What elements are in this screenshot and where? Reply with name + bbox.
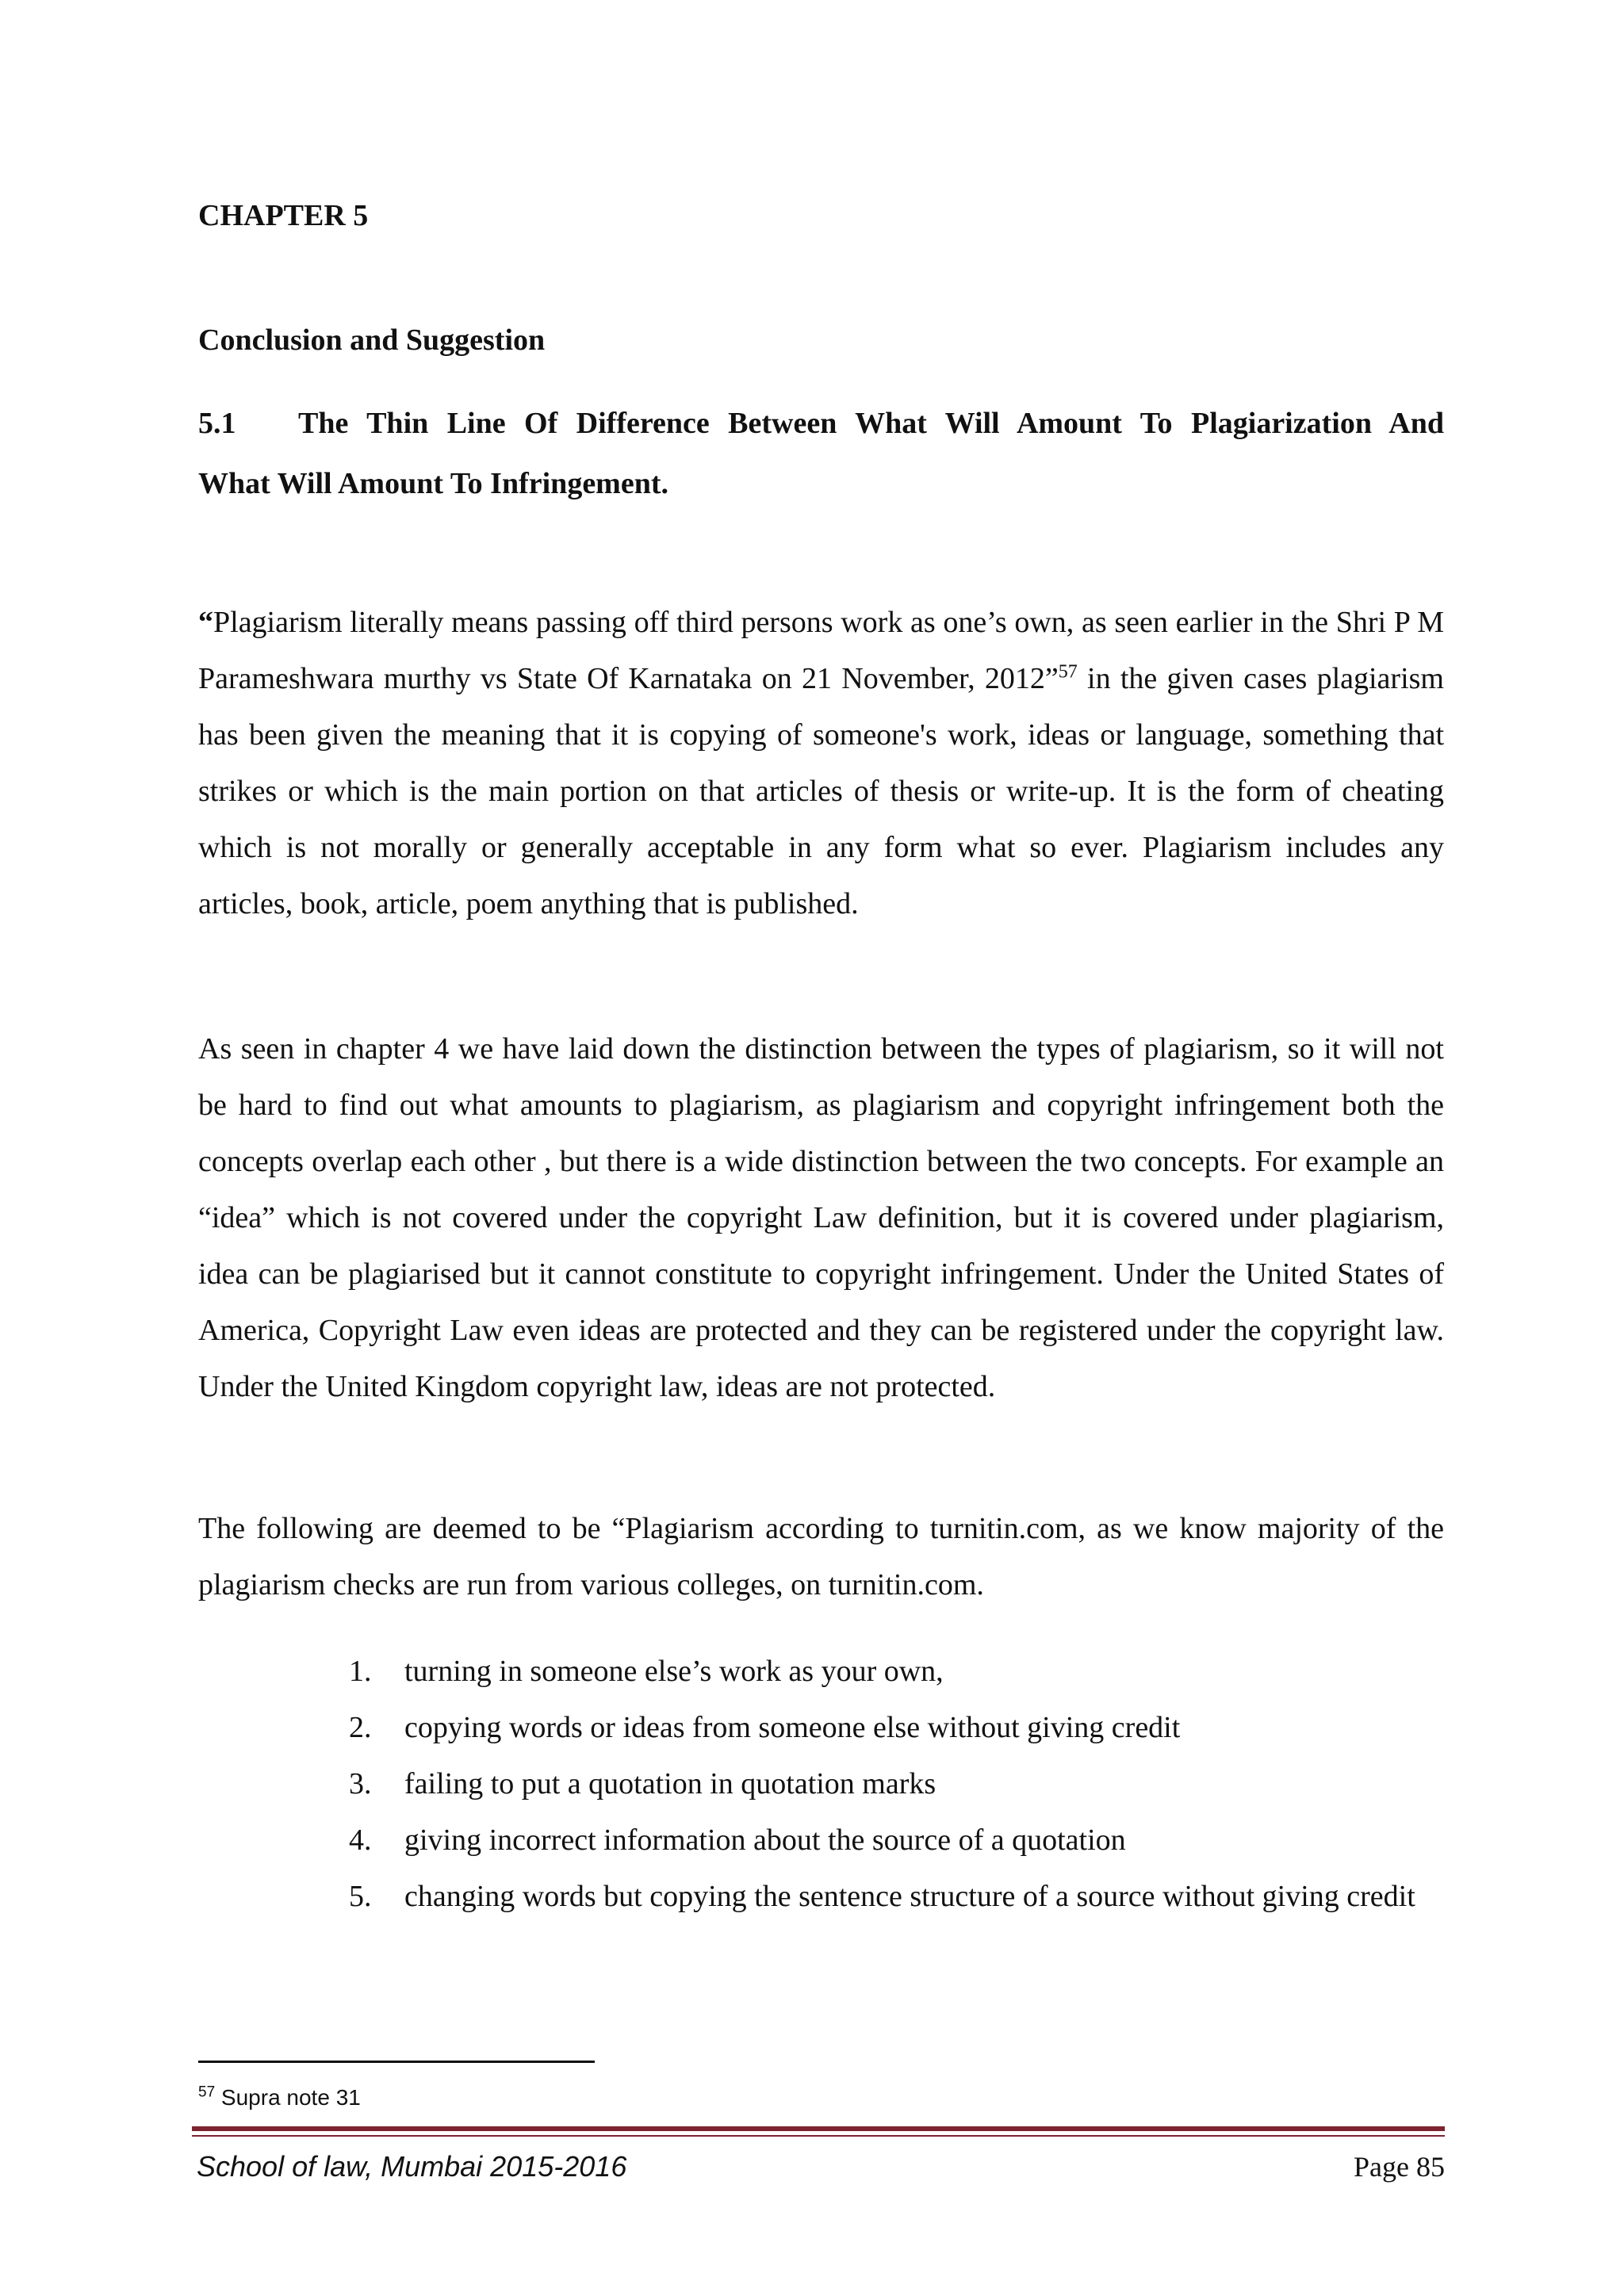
- list-item: [349, 1756, 1444, 1812]
- list-item-text: turning in someone else’s work as your own,: [404, 1655, 944, 1688]
- list-item: [349, 1869, 1444, 1925]
- plagiarism-list: [349, 1644, 1444, 1925]
- subsection-heading: [198, 404, 1444, 443]
- list-item-number: 1.: [349, 1655, 372, 1688]
- list-item-text: giving incorrect information about the source of a quotation: [404, 1823, 1126, 1857]
- opening-quote-mark: “: [198, 606, 213, 639]
- subsection-number: 5.1: [198, 407, 236, 440]
- subsection-title-line2: What Will Amount To Infringement.: [198, 467, 668, 500]
- list-item: [349, 1812, 1444, 1869]
- list-item-number: 2.: [349, 1711, 372, 1744]
- list-item: [349, 1644, 1444, 1700]
- footnote-text: Supra note 31: [215, 2085, 361, 2110]
- subsection-title-line1: The Thin Line Of Difference Between What Will Amount To Plagiarization And: [298, 407, 1444, 440]
- footnote: [198, 2084, 361, 2112]
- footer-institution: School of law, Mumbai 2015-2016: [197, 2150, 627, 2183]
- paragraph-distinction: As seen in chapter 4 we have laid down the distinction between the types of plagiarism, so it will not be hard to find out what amounts to plagiarism, as plagiarism and copyright infringement both the concepts overlap each other , but there is a wide distinction between the two concepts. For example an “idea” which is not covered under the copyright Law definition, but it is covered under plagiarism, idea can be plagiarised but it cannot constitute to copyright infringement. Under the United States of America, Copyright Law even ideas are protected and they can be registered under the copyright law. Under the United Kingdom copyright law, ideas are not protected.: [198, 1032, 1444, 1403]
- paragraph-plagiarism-definition: [198, 595, 1444, 932]
- chapter-heading: CHAPTER 5: [198, 199, 369, 232]
- footnote-number: 57: [198, 2084, 216, 2101]
- list-item-number: 3.: [349, 1767, 372, 1800]
- paragraph1-text-b: in the given cases plagiarism has been given the meaning that it is copying of someone's work, ideas or language, something that strikes or which is the main portion on that articles of thesis or write-up. It is the form of cheating which is not morally or generally acceptable in any form what so ever. Plagiarism includes any articles, book, article, poem anything that is published.: [198, 662, 1444, 920]
- footnote-reference: 57: [1058, 661, 1078, 683]
- list-item-number: 4.: [349, 1823, 372, 1857]
- footnote-separator: [198, 2061, 595, 2063]
- footer-rule-thick: [192, 2126, 1445, 2131]
- list-item: [349, 1700, 1444, 1756]
- section-title: Conclusion and Suggestion: [198, 323, 546, 357]
- list-item-text: changing words but copying the sentence structure of a source without giving credit: [404, 1880, 1415, 1913]
- list-item-text: copying words or ideas from someone else without giving credit: [404, 1711, 1181, 1744]
- paragraph-turnitin: The following are deemed to be “Plagiarism according to turnitin.com, as we know majority of the plagiarism checks are run from various colleges, on turnitin.com.: [198, 1512, 1444, 1601]
- list-item-text: failing to put a quotation in quotation marks: [404, 1767, 936, 1800]
- page-number: Page 85: [1354, 2151, 1445, 2183]
- footer-rule-thin: [192, 2135, 1445, 2137]
- paragraph1-text-a: Plagiarism literally means passing off third persons work as one’s own, as seen earlier in the Shri P M Parameshwara murthy vs State Of Karnataka on 21 November, 2012”: [198, 606, 1444, 695]
- list-item-number: 5.: [349, 1880, 372, 1913]
